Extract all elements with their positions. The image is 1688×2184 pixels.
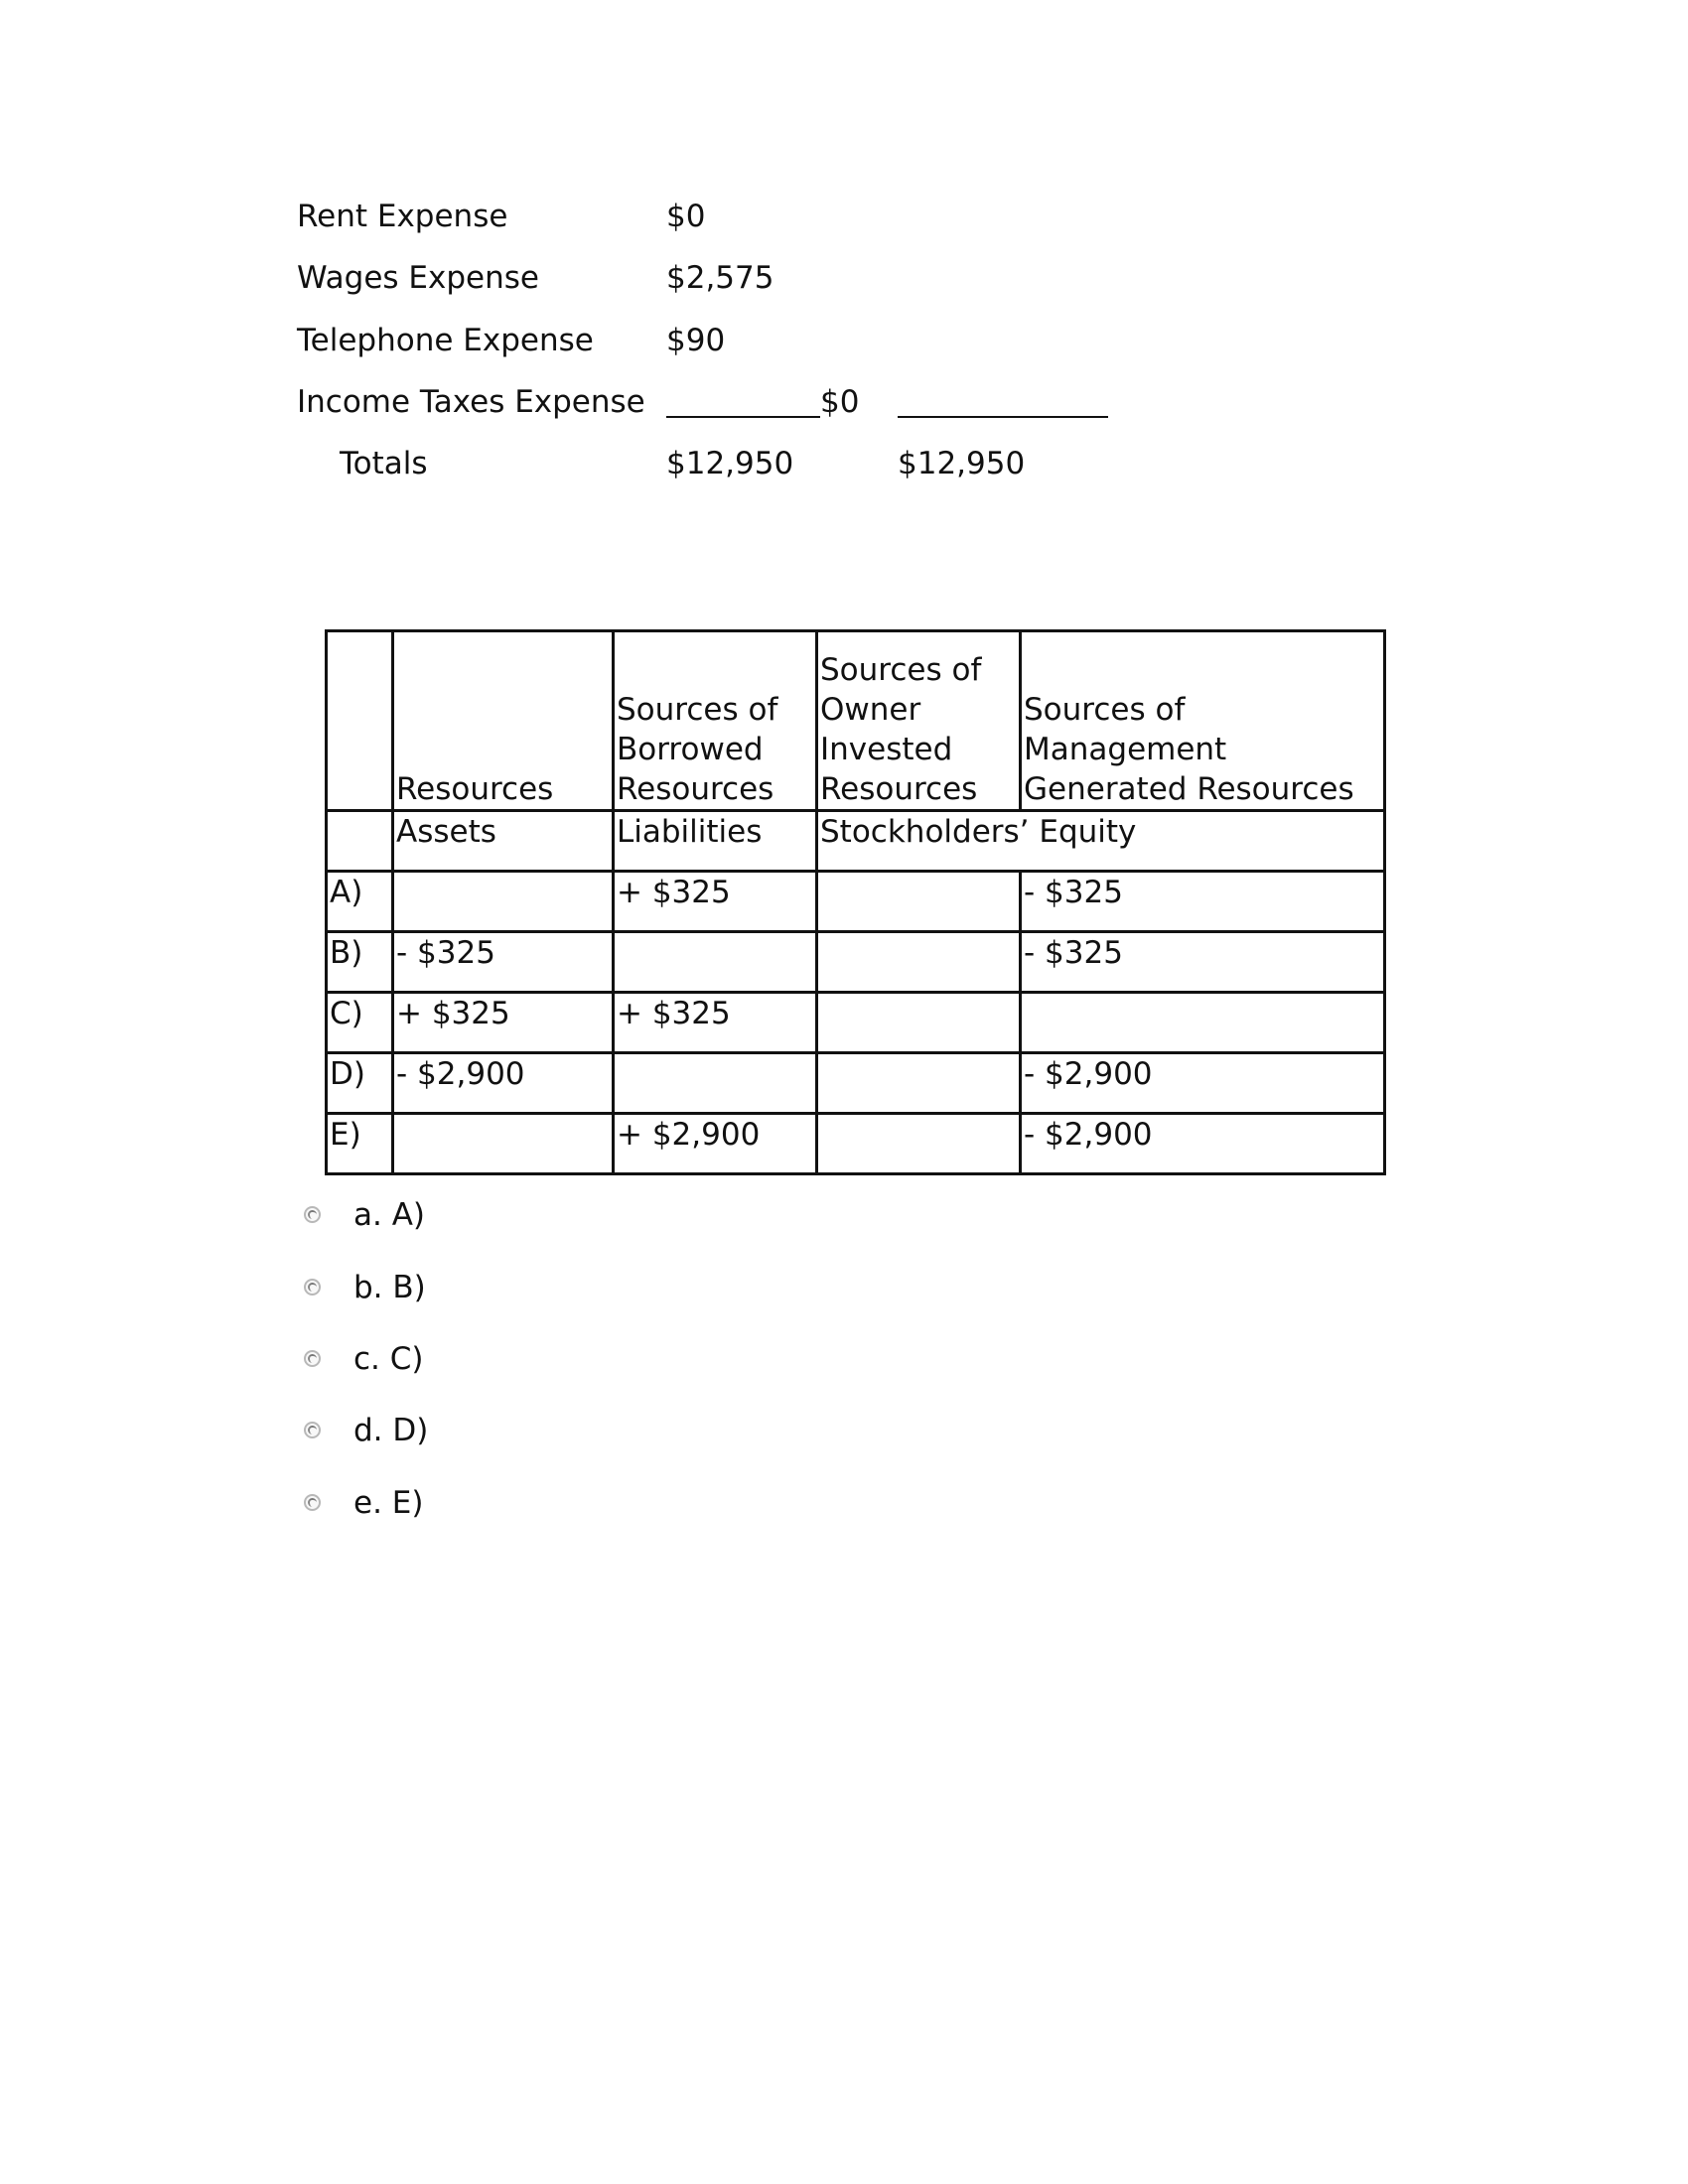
cell-assets: - $2,900 [393,1053,614,1114]
table-header-row [327,631,1385,811]
cell-liabilities [614,1053,817,1114]
row-label: D) [327,1053,393,1114]
totals-credit: $12,950 [898,446,1026,481]
radio-icon[interactable] [304,1279,321,1296]
table-row [327,872,1385,932]
totals-debit: $12,950 [666,446,794,481]
row-label: B) [327,932,393,993]
cell-liabilities: + $325 [614,872,817,932]
expense-amount-telephone: $90 [666,323,726,358]
cell-assets [393,872,614,932]
answer-option-label: e. E) [353,1485,424,1521]
underline-rule [898,416,1108,418]
header-cell-management-generated: Sources of Management Generated Resources [1021,631,1385,811]
cell-owner-invested [817,932,1021,993]
radio-icon[interactable] [304,1422,321,1438]
accounting-equation-table [325,629,1386,1175]
row-label: C) [327,993,393,1053]
row-label: E) [327,1114,393,1174]
subheader-cell-blank [327,811,393,872]
cell-owner-invested [817,993,1021,1053]
answer-option-label: d. D) [353,1413,429,1448]
totals-label: Totals [340,446,428,481]
cell-management-generated: - $2,900 [1021,1053,1385,1114]
table-row [327,932,1385,993]
cell-management-generated: - $2,900 [1021,1114,1385,1174]
cell-management-generated: - $325 [1021,872,1385,932]
expense-amount-wages: $2,575 [666,260,774,296]
expense-label-rent: Rent Expense [297,199,508,234]
subheader-cell-equity: Stockholders’ Equity [817,811,1385,872]
expense-label-telephone: Telephone Expense [297,323,594,358]
row-label: A) [327,872,393,932]
header-cell-blank [327,631,393,811]
header-cell-resources: Resources [393,631,614,811]
cell-management-generated [1021,993,1385,1053]
table-row [327,1114,1385,1174]
cell-liabilities: + $325 [614,993,817,1053]
radio-icon[interactable] [304,1206,321,1223]
expense-amount-rent: $0 [666,199,706,234]
cell-owner-invested [817,872,1021,932]
expense-label-wages: Wages Expense [297,260,539,296]
answer-option-label: b. B) [353,1270,426,1305]
header-cell-borrowed: Sources of Borrowed Resources [614,631,817,811]
subheader-cell-assets: Assets [393,811,614,872]
table-row [327,1053,1385,1114]
header-cell-owner-invested: Sources of Owner Invested Resources [817,631,1021,811]
expense-label-income-taxes: Income Taxes Expense [297,384,645,420]
answer-option-label: c. C) [353,1341,424,1377]
table-subheader-row [327,811,1385,872]
cell-liabilities: + $2,900 [614,1114,817,1174]
cell-assets: - $325 [393,932,614,993]
cell-assets [393,1114,614,1174]
expense-amount-income-taxes: $0 [820,384,860,420]
cell-liabilities [614,932,817,993]
cell-management-generated: - $325 [1021,932,1385,993]
answer-option-label: a. A) [353,1197,426,1233]
underline-rule [666,416,820,418]
radio-icon[interactable] [304,1350,321,1367]
radio-icon[interactable] [304,1494,321,1511]
table-row [327,993,1385,1053]
cell-owner-invested [817,1053,1021,1114]
cell-owner-invested [817,1114,1021,1174]
cell-assets: + $325 [393,993,614,1053]
subheader-cell-liabilities: Liabilities [614,811,817,872]
